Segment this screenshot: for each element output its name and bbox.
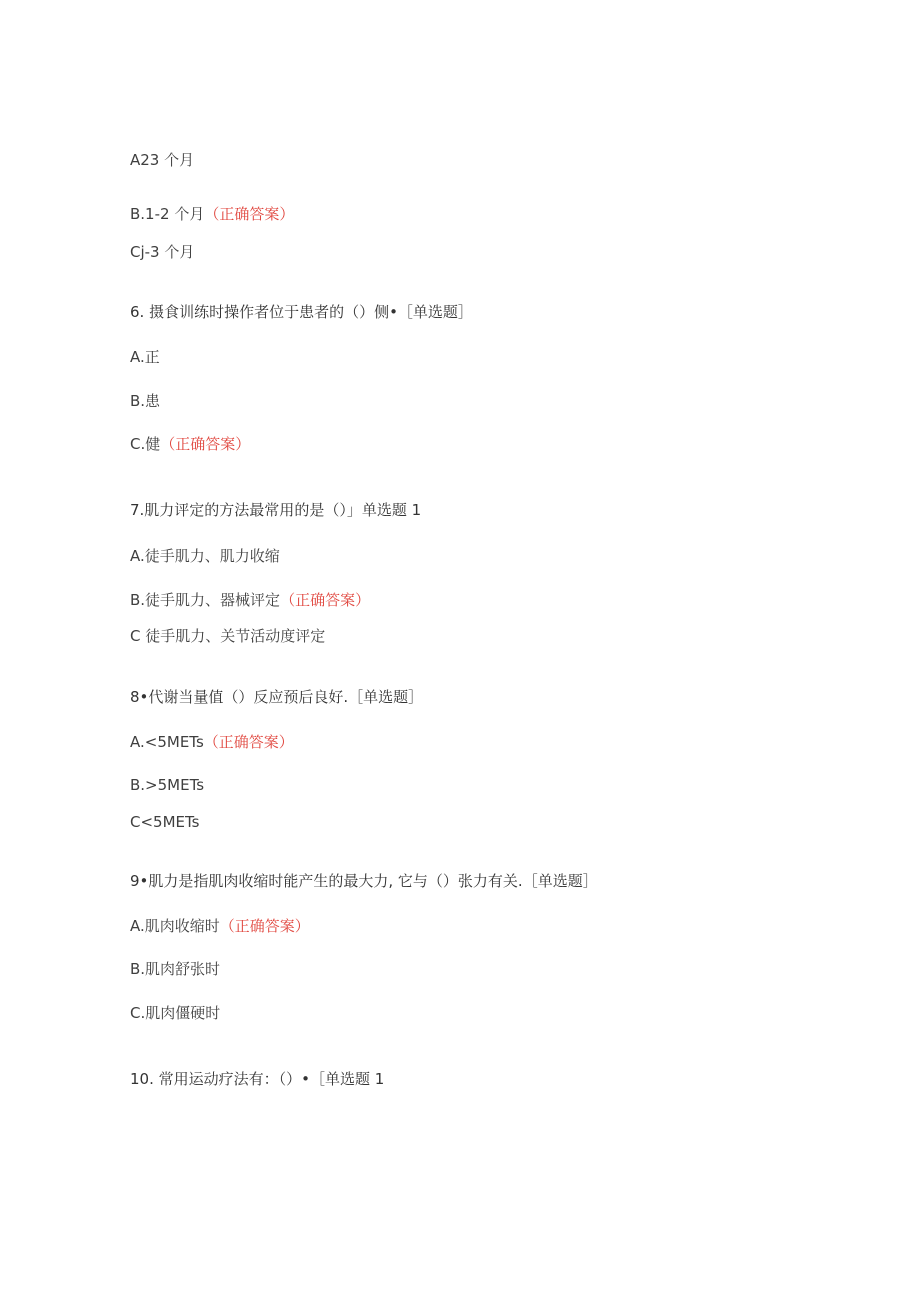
option-q8-c [130,812,200,832]
correct-answer-tag: （正确答案） [160,435,251,453]
option-text: Cj-3 个月 [130,243,195,261]
option-text: A.徒手肌力、肌力收缩 [130,547,280,565]
option-text: B.1-2 个月 [130,205,205,223]
option-text: C.肌肉僵硬时 [130,1004,221,1022]
option-text: B.>5METs [130,776,205,794]
correct-answer-tag: （正确答案） [280,591,371,609]
option-q8-b [130,775,204,795]
question-8-stem: 8•代谢当量值（）反应预后良好.［单选题］ [130,688,424,706]
option-text: A.肌肉收缩时 [130,917,220,935]
option-q5-a [130,150,194,170]
option-text: B.患 [130,392,161,410]
correct-answer-tag: （正确答案） [203,733,294,751]
question-9-stem: 9•肌力是指肌肉收缩时能产生的最大力, 它与（）张力有关.［单选题］ [130,872,598,890]
option-text: A.正 [130,348,160,366]
option-q9-a [130,916,310,936]
option-q5-c [130,242,194,262]
option-q6-a [130,347,160,367]
option-q7-b [130,590,370,610]
option-text: A23 个月 [130,151,195,169]
option-q5-b [130,204,294,224]
option-text: C 徒手肌力、关节活动度评定 [130,627,326,645]
question-6-stem: 6. 摄食训练时操作者位于患者的（）侧•［单选题］ [130,303,473,321]
correct-answer-tag: （正确答案） [219,917,310,935]
option-text: C<5METs [130,813,200,831]
option-q7-a [130,546,280,566]
option-text: C.健 [130,435,161,453]
correct-answer-tag: （正确答案） [204,205,295,223]
option-q6-c [130,434,250,454]
option-q9-c [130,1003,220,1023]
option-q7-c [130,626,325,646]
question-10-stem: 10. 常用运动疗法有：（）•［单选题 1 [130,1070,385,1088]
option-text: B.肌肉舒张时 [130,960,221,978]
option-q9-b [130,959,220,979]
option-q6-b [130,391,160,411]
option-text: B.徒手肌力、器械评定 [130,591,281,609]
question-7-stem: 7.肌力评定的方法最常用的是（）」单选题 1 [130,501,422,519]
option-text: A.<5METs [130,733,204,751]
option-q8-a [130,732,294,752]
